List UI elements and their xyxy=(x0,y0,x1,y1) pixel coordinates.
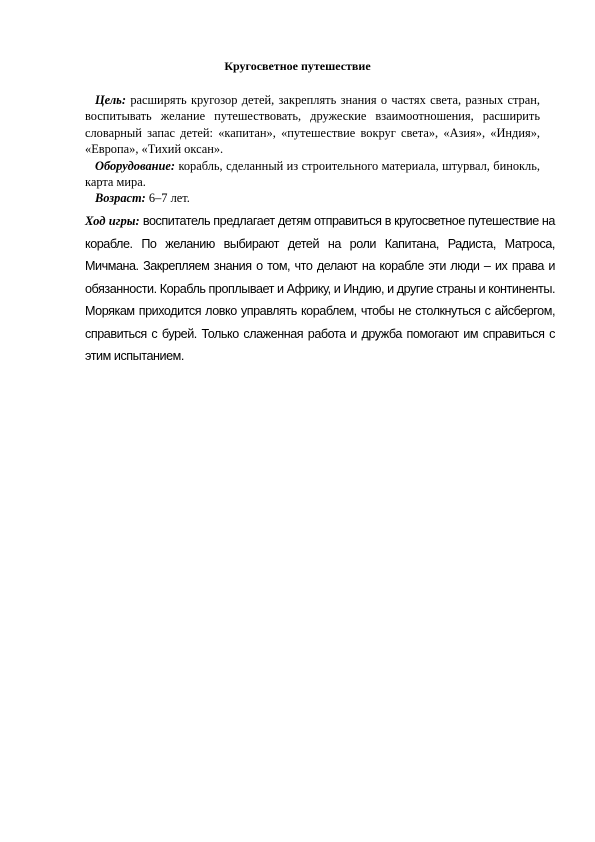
goal-paragraph xyxy=(85,92,540,158)
game-flow-label: Ход игры: xyxy=(85,214,140,228)
goal-text: расширять кругозор детей, закреплять знания о частях света, разных стран, воспитывать желание путешествовать, дружеские взаимоотношения, расширить словарный запас детей: «капитан», «путешествие вокруг света», «Азия», «Индия», «Европа», «Тихий оксан». xyxy=(85,93,540,157)
equipment-text: корабль, сделанный из строительного материала, штурвал, бинокль, карта мира. xyxy=(85,159,540,190)
equipment-label: Оборудование: xyxy=(95,159,176,173)
document-title: Кругосветное путешествие xyxy=(224,59,371,73)
equipment-paragraph xyxy=(85,158,540,191)
age-label: Возраст: xyxy=(95,191,146,205)
game-flow-paragraph xyxy=(85,210,555,368)
goal-label: Цель: xyxy=(95,93,126,107)
game-flow-text: воспитатель предлагает детям отправиться в кругосветное путешествие на корабле. По желанию выбирают детей на роли Капитана, Радиста, Матроса, Мичмана. Закрепляем знания о том, что делают на корабле эти люди – их права и обязанности. Корабль проплывает и Африку, и Индию, и другие страны и континенты. Морякам приходится ловко управлять кораблем, чтобы не столкнуться с айсбергом, справиться с бурей. Только слаженная работа и дружба помогают им справиться с этим испытанием. xyxy=(85,214,555,363)
age-text: 6–7 лет. xyxy=(145,191,190,205)
age-paragraph xyxy=(85,190,540,206)
